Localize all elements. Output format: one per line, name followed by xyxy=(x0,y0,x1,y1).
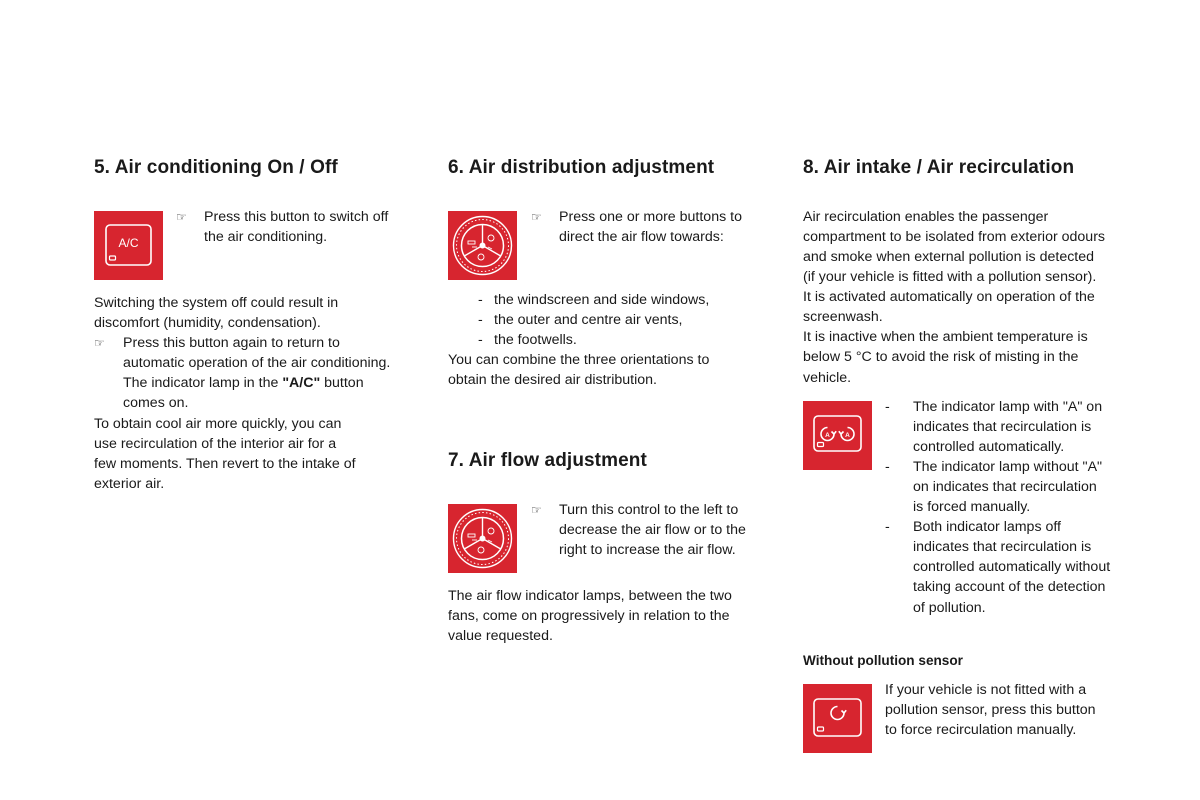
svg-text:A: A xyxy=(825,432,830,439)
s8-list2-line1: The indicator lamp without "A" xyxy=(913,459,1103,475)
s5-bullet2-line3: The indicator lamp in the "A/C" button xyxy=(123,375,364,391)
s8-para2-line1: If your vehicle is not fitted with a xyxy=(885,682,1087,698)
section-8-title: 8. Air intake / Air recirculation xyxy=(803,157,1075,178)
s5-bullet2-line4: comes on. xyxy=(123,395,189,411)
s8-para2-line2: pollution sensor, press this button xyxy=(885,702,1096,718)
s6-para-line1: You can combine the three orientations to xyxy=(448,352,710,368)
s5-bullet1-line1: Press this button to switch off xyxy=(204,209,389,225)
s8-para-line1: Air recirculation enables the passenger xyxy=(803,209,1049,225)
s8-para-line9: vehicle. xyxy=(803,370,852,386)
s8-para-line6: screenwash. xyxy=(803,309,883,325)
s8-para-line4: (if your vehicle is fitted with a pollution sensor). xyxy=(803,269,1097,285)
recirculation-manual-icon xyxy=(803,684,872,753)
s5-bullet2-line2: automatic operation of the air conditioning. xyxy=(123,355,391,371)
ac-icon-label: A/C xyxy=(118,236,139,250)
hand-bullet-icon: ☞ xyxy=(176,210,187,224)
air-flow-dial-icon xyxy=(448,504,517,573)
ac-button-icon xyxy=(94,211,163,280)
section-5-title: 5. Air conditioning On / Off xyxy=(94,157,338,178)
s7-bullet1-line1: Turn this control to the left to xyxy=(559,502,739,518)
list-dash: - xyxy=(478,332,483,348)
s7-para-line2: fans, come on progressively in relation to the xyxy=(448,608,730,624)
list-dash: - xyxy=(885,399,890,415)
s8-list3-line4: taking account of the detection xyxy=(913,579,1106,595)
s6-list-item-3: the footwells. xyxy=(494,332,577,348)
s5-para2-line3: few moments. Then revert to the intake of xyxy=(94,456,356,472)
s7-para-line3: value requested. xyxy=(448,628,553,644)
s8-para2-line3: to force recirculation manually. xyxy=(885,722,1077,738)
list-dash: - xyxy=(885,459,890,475)
without-sensor-subheading: Without pollution sensor xyxy=(803,653,963,668)
hand-bullet-icon: ☞ xyxy=(531,210,542,224)
s8-list2-line2: on indicates that recirculation xyxy=(913,479,1097,495)
s8-list2-line3: is forced manually. xyxy=(913,499,1031,515)
s5-para2-line4: exterior air. xyxy=(94,476,165,492)
list-dash: - xyxy=(885,519,890,535)
s6-bullet1-line2: direct the air flow towards: xyxy=(559,229,724,245)
s7-bullet1-line3: right to increase the air flow. xyxy=(559,542,736,558)
s6-bullet1-line1: Press one or more buttons to xyxy=(559,209,742,225)
s5-bullet1-line2: the air conditioning. xyxy=(204,229,328,245)
s5-bullet2-line1: Press this button again to return to xyxy=(123,335,340,351)
s8-list3-line2: indicates that recirculation is xyxy=(913,539,1092,555)
s8-list3-line1: Both indicator lamps off xyxy=(913,519,1061,535)
s8-para-line2: compartment to be isolated from exterior odours xyxy=(803,229,1106,245)
section-7-title: 7. Air flow adjustment xyxy=(448,450,647,471)
hand-bullet-icon: ☞ xyxy=(94,336,105,350)
s5-para2-line1: To obtain cool air more quickly, you can xyxy=(94,416,342,432)
hand-bullet-icon: ☞ xyxy=(531,503,542,517)
list-dash: - xyxy=(478,292,483,308)
s7-para-line1: The air flow indicator lamps, between the two xyxy=(448,588,732,604)
air-distribution-dial-icon xyxy=(448,211,517,280)
s6-list-item-2: the outer and centre air vents, xyxy=(494,312,683,328)
s6-list-item-1: the windscreen and side windows, xyxy=(494,292,710,308)
s5-para2-line2: use recirculation of the interior air for a xyxy=(94,436,337,452)
s8-para-line8: below 5 °C to avoid the risk of misting in the xyxy=(803,349,1079,365)
s8-list1-line1: The indicator lamp with "A" on xyxy=(913,399,1103,415)
s7-bullet1-line2: decrease the air flow or to the xyxy=(559,522,746,538)
recirculation-auto-icon xyxy=(803,401,872,470)
s8-para-line7: It is inactive when the ambient temperature is xyxy=(803,329,1088,345)
s8-list1-line3: controlled automatically. xyxy=(913,439,1065,455)
section-6-title: 6. Air distribution adjustment xyxy=(448,157,715,178)
list-dash: - xyxy=(478,312,483,328)
s8-list3-line3: controlled automatically without xyxy=(913,559,1111,575)
s8-para-line5: It is activated automatically on operation of the xyxy=(803,289,1095,305)
s8-list1-line2: indicates that recirculation is xyxy=(913,419,1092,435)
s8-list3-line5: of pollution. xyxy=(913,600,986,616)
s5-para1-line1: Switching the system off could result in xyxy=(94,295,339,311)
s6-para-line2: obtain the desired air distribution. xyxy=(448,372,657,388)
s5-para1-line2: discomfort (humidity, condensation). xyxy=(94,315,321,331)
svg-text:A: A xyxy=(845,432,850,439)
s8-para-line3: and smoke when external pollution is detected xyxy=(803,249,1095,265)
